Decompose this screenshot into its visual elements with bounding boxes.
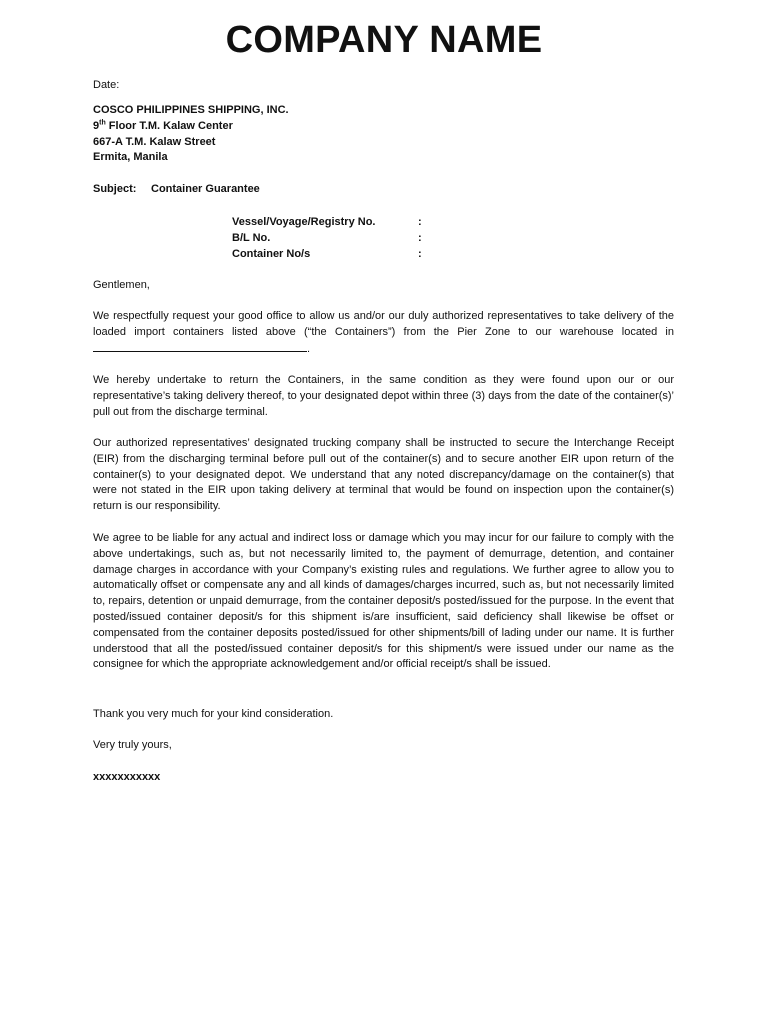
- paragraph-trucking-eir: Our authorized representatives’ designated trucking company shall be instructed to secure the Interchange Receipt (EIR) from the discharging terminal before pull out of the container(s) and to secure another EIR upon return of the container(s) to your designated depot. We understand that any noted discrepancy/damage on the container(s) that were not stated in the EIR upon taking delivery at terminal that would be found on inspection upon the container(s) return is our responsibility.: [93, 437, 674, 513]
- recipient-city: Ermita, Manila: [93, 151, 168, 164]
- vessel-voyage-label: Vessel/Voyage/Registry No.: [232, 216, 376, 228]
- closing-line: Very truly yours,: [93, 739, 172, 751]
- subject-value: Container Guarantee: [151, 183, 260, 195]
- paragraph-liability: We agree to be liable for any actual and indirect loss or damage which you may incur for our failure to comply with the above undertakings, such as, but not necessarily limited to, the payment of demurrage, detention, and container damage charges in accordance with your Company’s existing rules and regulations. We further agree to allow you to automatically offset or compensate any and all kinds of damages/charges incurred, such as, but not necessarily limited to, repairs, detention or unpaid demurrage, from the container deposit/s posted/issued for the purpose. In the event that posted/issued container deposit/s for this shipment is/are insufficient, said deficiency shall likewise be offset or compensated from the container deposits posted/issued for other shipments/bill of lading under our name. It is further understood that all the posted/issued container deposit/s for this shipment/s were issued under our name as the consignee for which the appropriate acknowledgement and/or official receipt/s shall be issued.: [93, 532, 674, 671]
- reference-row: [232, 214, 422, 230]
- paragraph-delivery-request: [93, 309, 674, 357]
- reference-row: [232, 230, 422, 246]
- reference-colon: :: [418, 216, 422, 228]
- reference-colon: :: [418, 232, 422, 244]
- floor-suffix: th: [99, 119, 106, 127]
- bl-number-label: B/L No.: [232, 232, 271, 244]
- reference-row: [232, 246, 422, 262]
- paragraph-1-text: We respectfully request your good office to allow us and/or our duly authorized representatives to take delivery of the loaded import containers listed above (“the Containers”) from the Pier Zone to our warehouse located in: [93, 310, 674, 338]
- reference-block: [232, 214, 422, 262]
- reference-colon: :: [418, 248, 422, 260]
- warehouse-location-blank: [93, 341, 307, 352]
- recipient-name: COSCO PHILIPPINES SHIPPING, INC.: [93, 104, 289, 116]
- company-name-heading: COMPANY NAME: [225, 19, 543, 61]
- recipient-floor: [93, 119, 674, 135]
- subject-line: [93, 182, 674, 198]
- signature-placeholder: xxxxxxxxxxx: [93, 771, 161, 783]
- recipient-street: 667-A T.M. Kalaw Street: [93, 135, 216, 148]
- subject-label: Subject:: [93, 183, 137, 195]
- salutation: Gentlemen,: [93, 279, 150, 291]
- thanks-line: Thank you very much for your kind consideration.: [93, 708, 334, 720]
- paragraph-return-undertaking: We hereby undertake to return the Containers, in the same condition as they were found upon our or our representative’s taking delivery thereof, to your designated depot within three (3) days from the date of the container(s)’ pull out from the discharge terminal.: [93, 374, 674, 418]
- container-numbers-label: Container No/s: [232, 248, 311, 260]
- floor-number: 9: [93, 119, 100, 132]
- recipient-address: [93, 103, 674, 166]
- floor-rest: Floor T.M. Kalaw Center: [105, 119, 233, 132]
- date-label: Date:: [93, 79, 120, 91]
- paragraph-1-ending: .: [307, 342, 311, 355]
